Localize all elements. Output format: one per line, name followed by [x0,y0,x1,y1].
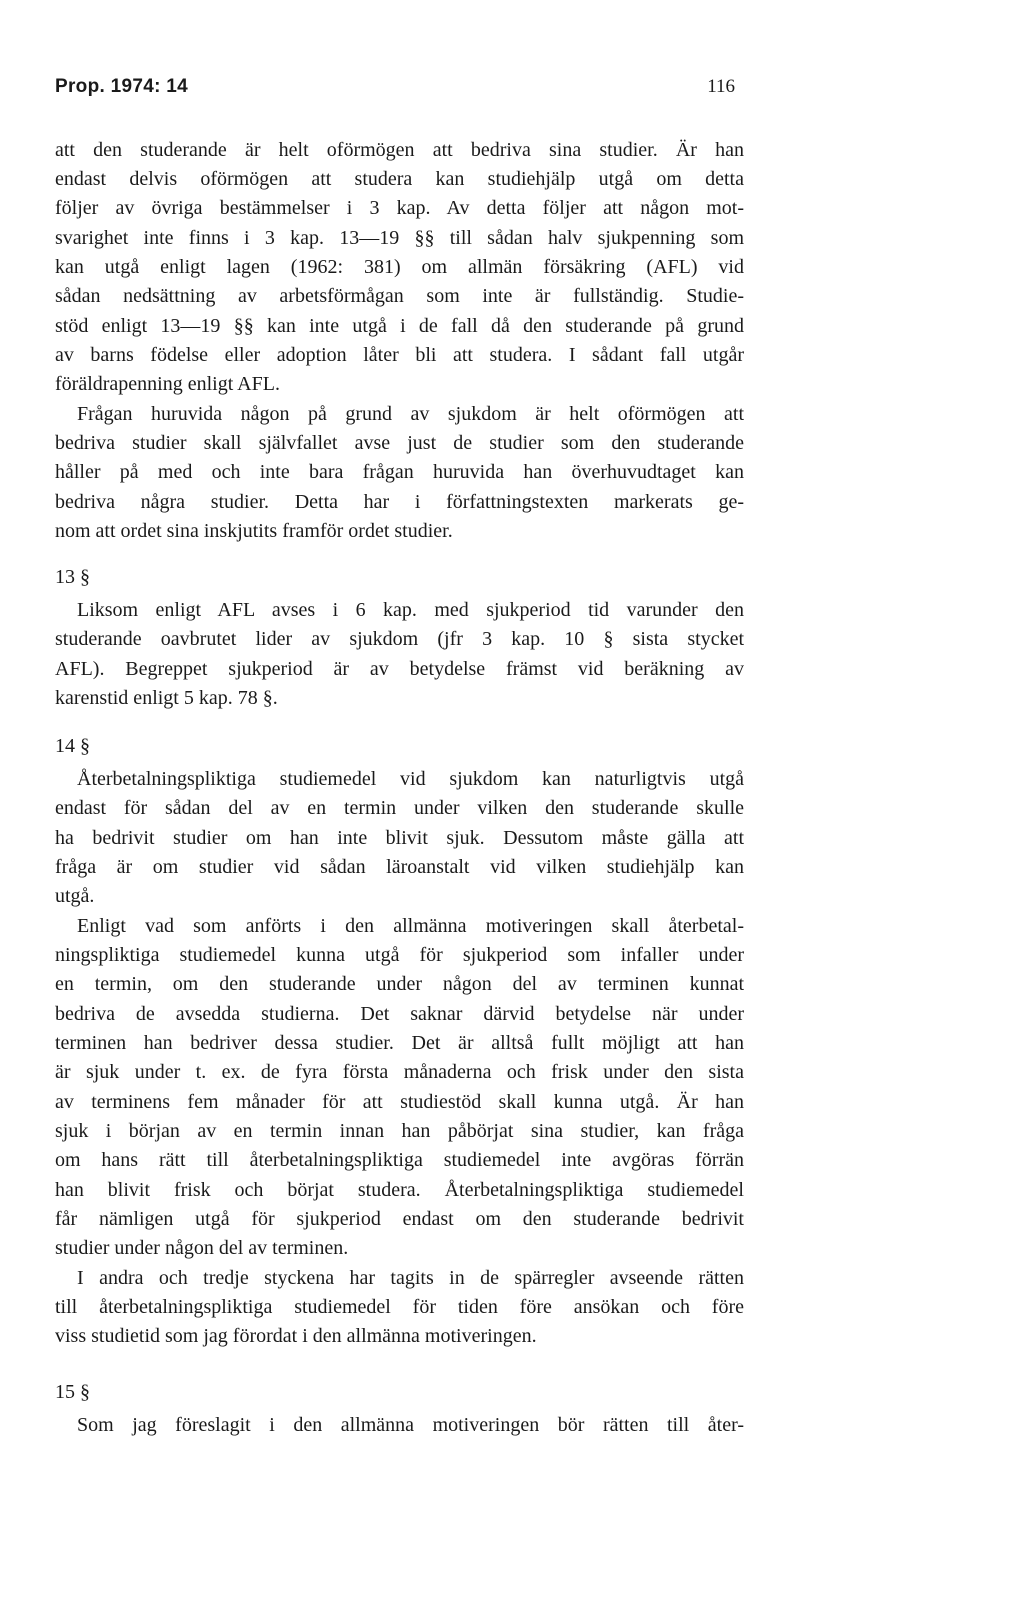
text-line: en termin, om den studerande under någon del av terminen kunnat [55,973,744,995]
text-line: nom att ordet sina inskjutits framför ordet studier. [55,520,453,542]
text-line: får nämligen utgå för sjukperiod endast om den studerande bedrivit [55,1208,744,1230]
text-line: av terminens fem månader för att studiestöd skall kunna utgå. Är han [55,1091,744,1113]
text-line: bedriva studier skall självfallet avse just de studier som den studerande [55,432,744,454]
text-line: ningspliktiga studiemedel kunna utgå för sjukperiod som infaller under [55,944,744,966]
text-line: endast delvis oförmögen att studera kan studiehjälp utgå om detta [55,168,744,190]
text-line: av barns födelse eller adoption låter bli att studera. I sådant fall utgår [55,344,744,366]
text-line: utgå. [55,885,95,907]
text-line: AFL). Begreppet sjukperiod är av betydelse främst vid beräkning av [55,658,744,680]
section-heading: 15 § [55,1381,90,1403]
text-line: Återbetalningspliktiga studiemedel vid sjukdom kan naturligtvis utgå [77,768,744,790]
text-line: karenstid enligt 5 kap. 78 §. [55,687,278,709]
page-header [55,76,735,106]
document-title: Prop. 1974: 14 [55,76,189,97]
text-line: I andra och tredje styckena har tagits in de spärregler avseende rätten [77,1267,744,1289]
text-line: sådan nedsättning av arbetsförmågan som inte är fullständig. Studie- [55,285,744,307]
text-line: han blivit frisk och börjat studera. Återbetalningspliktiga studiemedel [55,1179,744,1201]
text-line: ha bedrivit studier om han inte blivit sjuk. Dessutom måste gälla att [55,827,744,849]
text-line: endast för sådan del av en termin under vilken den studerande skulle [55,797,744,819]
text-line: svarighet inte finns i 3 kap. 13—19 §§ till sådan halv sjukpenning som [55,227,744,249]
text-line: Som jag föreslagit i den allmänna motiveringen bör rätten till åter- [77,1414,744,1436]
text-line: till återbetalningspliktiga studiemedel för tiden före ansökan och före [55,1296,744,1318]
text-line: Frågan huruvida någon på grund av sjukdom är helt oförmögen att [77,403,744,425]
section-heading: 14 § [55,735,90,757]
text-line: följer av övriga bestämmelser i 3 kap. Av detta följer att någon mot- [55,197,744,219]
text-line: kan utgå enligt lagen (1962: 381) om allmän försäkring (AFL) vid [55,256,744,278]
text-line: bedriva några studier. Detta har i författningstexten markerats ge- [55,491,744,513]
text-line: är sjuk under t. ex. de fyra första månaderna och frisk under den sista [55,1061,744,1083]
text-line: om hans rätt till återbetalningspliktiga studiemedel inte avgöras förrän [55,1149,744,1171]
text-line: föräldrapenning enligt AFL. [55,373,280,395]
text-line: Liksom enligt AFL avses i 6 kap. med sjukperiod tid varunder den [77,599,744,621]
text-line: terminen han bedriver dessa studier. Det är alltså fullt möjligt att han [55,1032,744,1054]
section-heading: 13 § [55,566,90,588]
text-line: bedriva de avsedda studierna. Det saknar därvid betydelse när under [55,1003,744,1025]
text-line: studerande oavbrutet lider av sjukdom (jfr 3 kap. 10 § sista stycket [55,628,744,650]
text-line: att den studerande är helt oförmögen att bedriva sina studier. Är han [55,139,744,161]
text-line: sjuk i början av en termin innan han påbörjat sina studier, kan fråga [55,1120,744,1142]
text-line: viss studietid som jag förordat i den allmänna motiveringen. [55,1325,537,1347]
text-line: håller på med och inte bara frågan huruvida han överhuvudtaget kan [55,461,744,483]
text-line: fråga är om studier vid sådan läroanstalt vid vilken studiehjälp kan [55,856,744,878]
text-line: stöd enligt 13—19 §§ kan inte utgå i de fall då den studerande på grund [55,315,744,337]
text-line: Enligt vad som anförts i den allmänna motiveringen skall återbetal- [77,915,744,937]
page-number: 116 [707,76,735,97]
text-line: studier under någon del av terminen. [55,1237,349,1259]
